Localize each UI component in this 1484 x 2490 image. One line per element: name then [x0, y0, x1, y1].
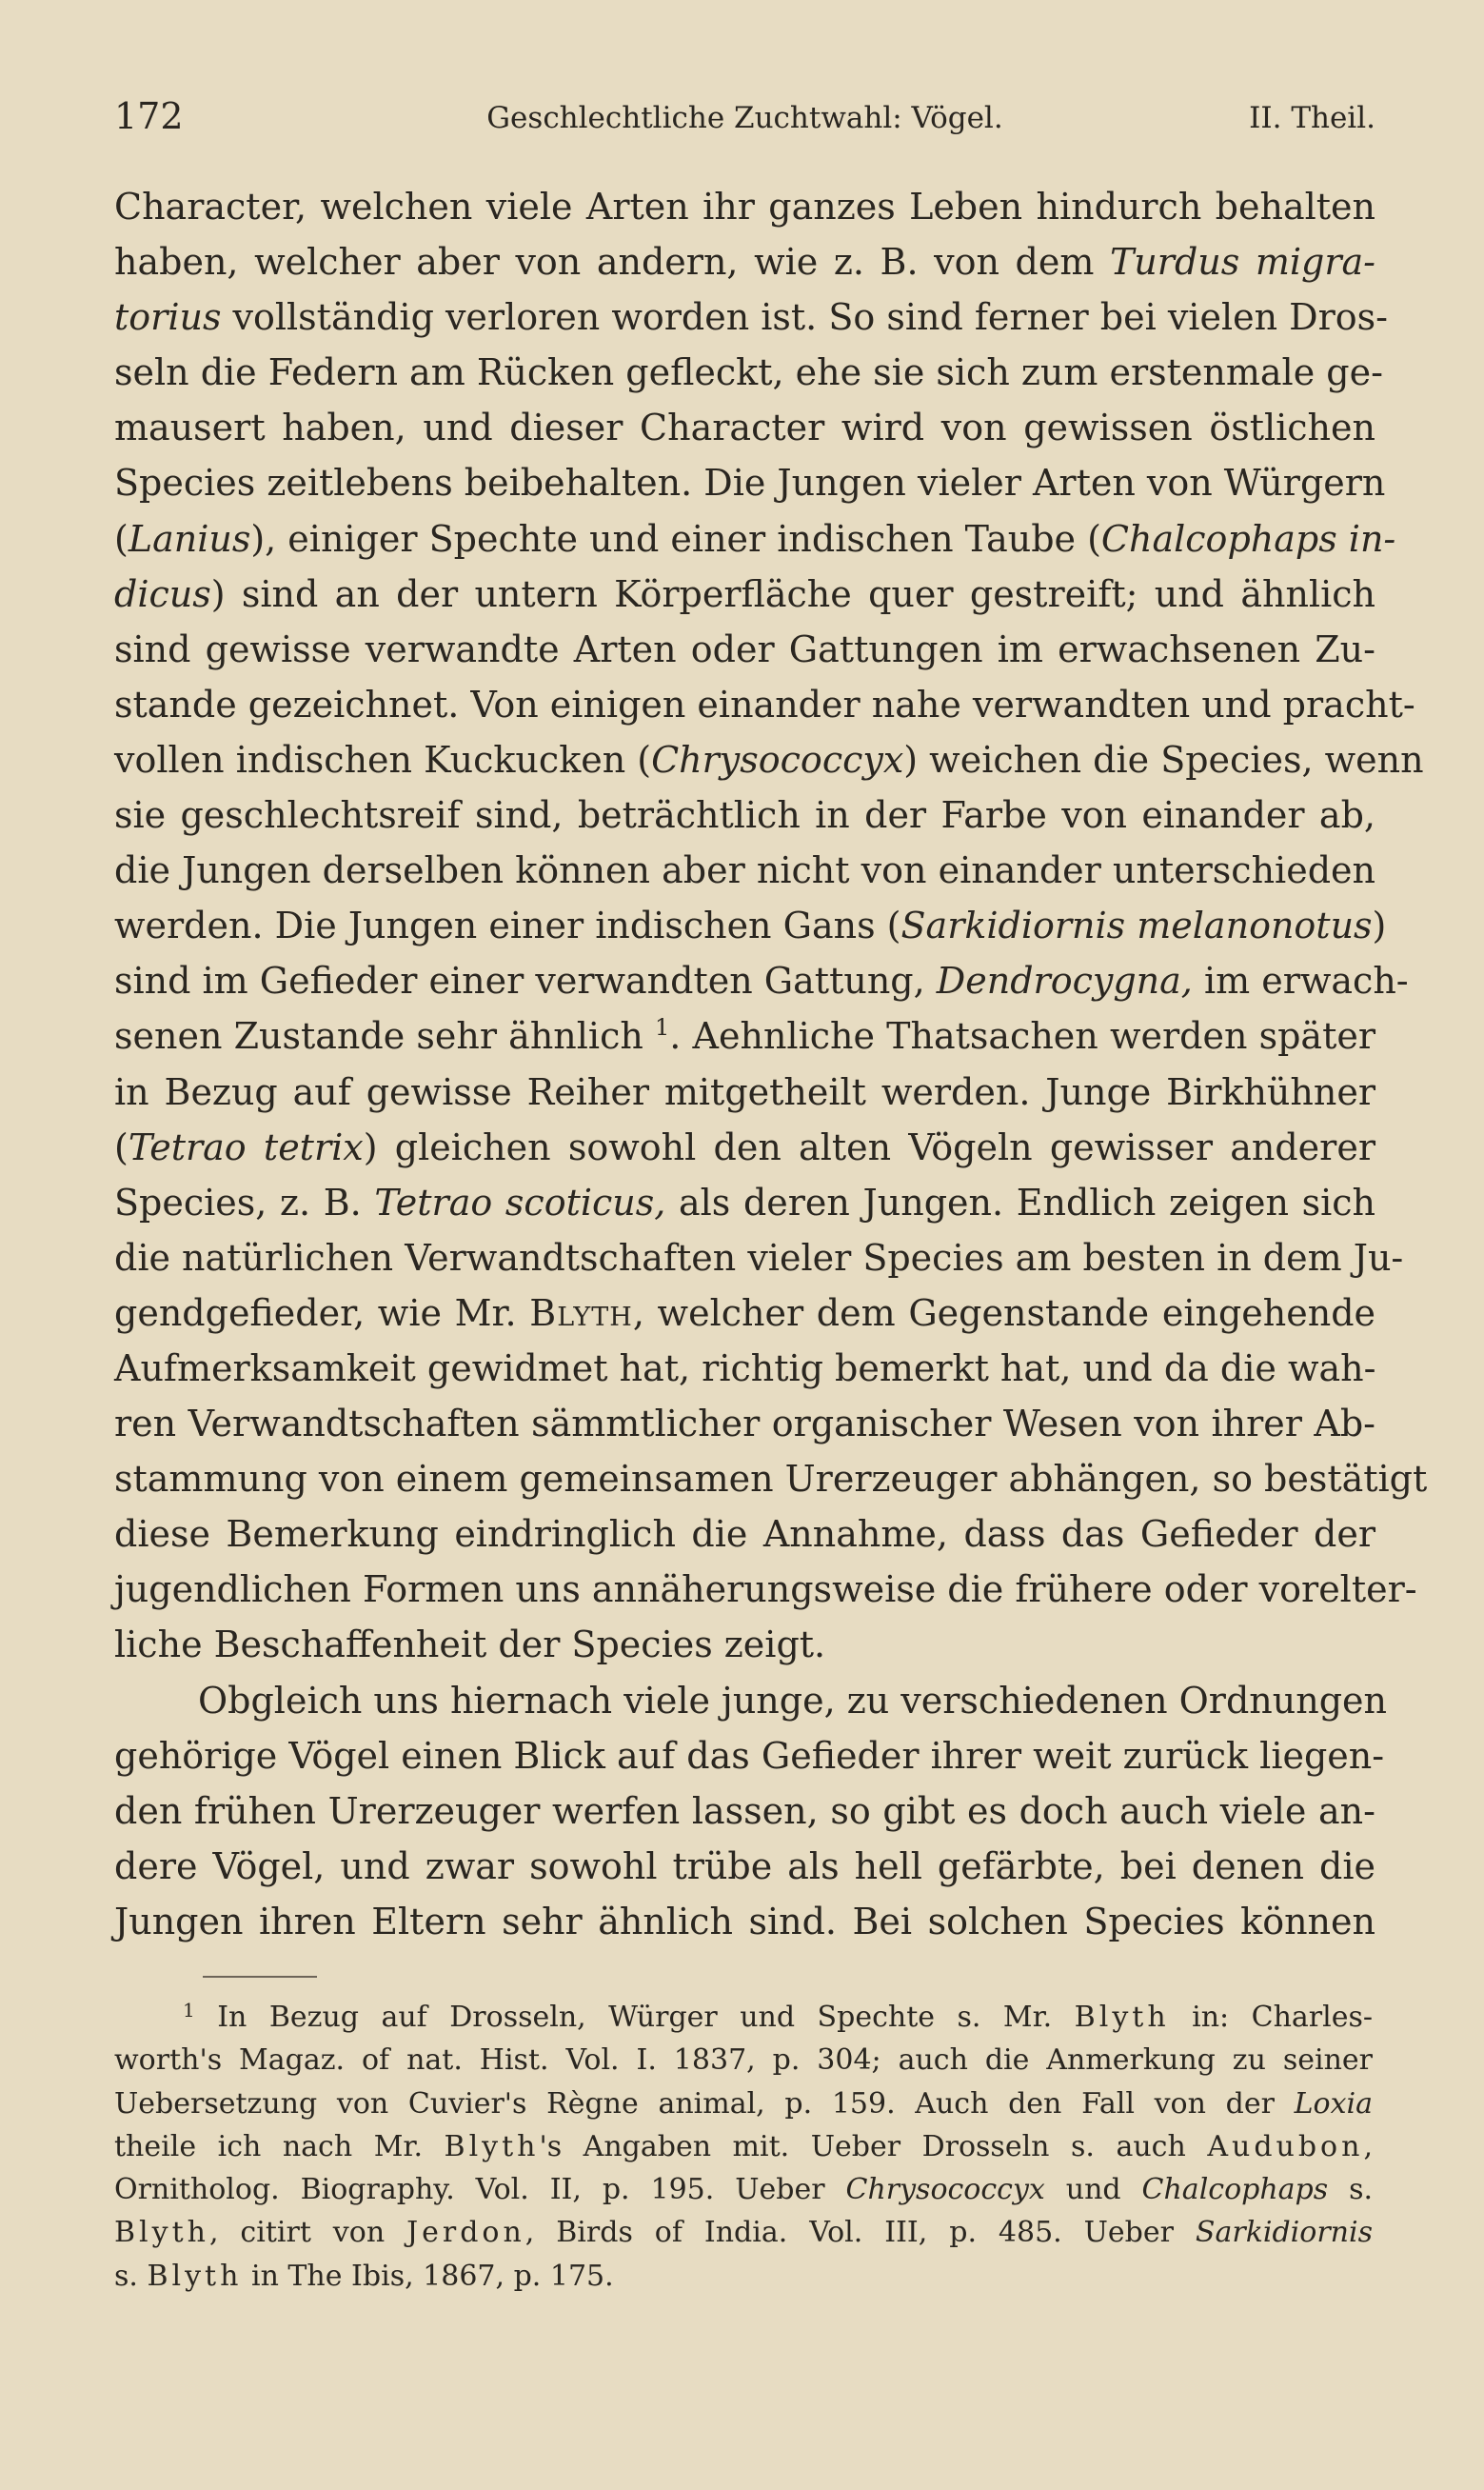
text-line: sind im Gefieder einer verwandten Gattung, Dendrocygna, im erwach- — [114, 960, 1409, 1003]
text-line: sind gewisse verwandte Arten oder Gattungen im erwachsenen Zu- — [114, 627, 1375, 670]
footnote-divider — [203, 1976, 317, 1978]
running-header — [114, 95, 1375, 143]
text-line: senen Zustande sehr ähnlich $^1$. Aehnliche Thatsachen werden später — [114, 1014, 1375, 1058]
text-line: in Bezug auf gewisse Reiher mitgetheilt werden. Junge Birkhühner — [114, 1070, 1375, 1113]
footnote-line: Uebersetzung von Cuvier's Règne animal, p. 159. Auch den Fall von der Loxia — [114, 2086, 1373, 2121]
main-text — [114, 179, 1428, 1949]
text-line: die Jungen derselben können aber nicht von einander unterschieden — [114, 849, 1375, 892]
text-line: torius vollständig verloren worden ist. So sind ferner bei vielen Dros- — [114, 296, 1388, 339]
text-line: Jungen ihren Eltern sehr ähnlich sind. Bei solchen Species können — [114, 1900, 1375, 1942]
text-line: liche Beschaffenheit der Species zeigt. — [114, 1623, 826, 1666]
text-line: gendgefieder, wie Mr. Blyth, welcher dem Gegenstande eingehende — [114, 1291, 1376, 1334]
text-line: vollen indischen Kuckucken (Chrysococcyx) weichen die Species, wenn — [114, 738, 1424, 781]
text-line: werden. Die Jungen einer indischen Gans (Sarkidiornis melanonotus) — [114, 905, 1387, 947]
text-line: diese Bemerkung eindringlich die Annahme, dass das Gefieder der — [114, 1513, 1375, 1556]
text-line: jugendlichen Formen uns annäherungsweise die frühere oder vorelter- — [114, 1568, 1417, 1611]
text-line: Aufmerksamkeit gewidmet hat, richtig bemerkt hat, und da die wah- — [114, 1346, 1376, 1389]
text-line: (Lanius), einiger Spechte und einer indischen Taube (Chalcophaps in- — [114, 517, 1396, 560]
text-line: Species, z. B. Tetrao scoticus, als deren Jungen. Endlich zeigen sich — [114, 1181, 1375, 1224]
page-number: 172 — [114, 95, 184, 137]
text-line: stammung von einem gemeinsamen Urerzeuger abhängen, so bestätigt — [114, 1458, 1428, 1501]
text-line: (Tetrao tetrix) gleichen sowohl den alten Vögeln gewisser anderer — [114, 1125, 1375, 1168]
text-line: die natürlichen Verwandtschaften vieler Species am besten in dem Ju- — [114, 1236, 1404, 1279]
text-line: Character, welchen viele Arten ihr ganzes Leben hindurch behalten — [114, 186, 1375, 228]
text-line: seln die Federn am Rücken gefleckt, ehe sie sich zum erstenmale ge- — [114, 351, 1383, 394]
footnote-line: s. Blyth in The Ibis, 1867, p. 175. — [114, 2259, 614, 2293]
footnote-line: worth's Magaz. of nat. Hist. Vol. I. 1837, p. 304; auch die Anmerkung zu seiner — [114, 2043, 1373, 2078]
running-title: Geschlechtliche Zuchtwahl: Vögel. — [486, 101, 1003, 135]
text-line: ren Verwandtschaften sämmtlicher organischer Wesen von ihrer Ab- — [114, 1403, 1375, 1445]
text-line: haben, welcher aber von andern, wie z. B. von dem Turdus migra- — [114, 241, 1375, 284]
part-label: II. Theil. — [1249, 101, 1375, 135]
text-line: dicus) sind an der untern Körperfläche quer gestreift; und ähnlich — [114, 572, 1375, 615]
text-line: gehörige Vögel einen Blick auf das Gefieder ihrer weit zurück liegen- — [114, 1734, 1385, 1777]
footnote-line: Blyth, citirt von Jerdon, Birds of India. Vol. III, p. 485. Ueber Sarkidiornis — [114, 2216, 1373, 2250]
footnote-line: $^1$ In Bezug auf Drosseln, Würger und Spechte s. Mr. Blyth in: Charles- — [183, 1999, 1373, 2034]
text-line: Species zeitlebens beibehalten. Die Jungen vieler Arten von Würgern — [114, 462, 1386, 505]
text-line: stande gezeichnet. Von einigen einander nahe verwandten und pracht- — [114, 683, 1415, 726]
footnote-marker: 1 — [183, 1999, 195, 2022]
text-line: Obgleich uns hiernach viele junge, zu verschiedenen Ordnungen — [198, 1679, 1388, 1722]
text-line: dere Vögel, und zwar sowohl trübe als hell gefärbte, bei denen die — [114, 1844, 1375, 1887]
footnote-ref: 1 — [655, 1014, 670, 1042]
text-line: sie geschlechtsreif sind, beträchtlich in der Farbe von einander ab, — [114, 794, 1375, 837]
footnote-line: theile ich nach Mr. Blyth's Angaben mit. Ueber Drosseln s. auch Audubon, — [114, 2129, 1373, 2163]
footnote-line: Ornitholog. Biography. Vol. II, p. 195. Ueber Chrysococcyx und Chalcophaps s. — [114, 2173, 1374, 2207]
text-line: mausert haben, und dieser Character wird von gewissen östlichen — [114, 407, 1375, 449]
footnote-block — [114, 1996, 1373, 2298]
text-line: den frühen Urerzeuger werfen lassen, so gibt es doch auch viele an- — [114, 1789, 1375, 1832]
